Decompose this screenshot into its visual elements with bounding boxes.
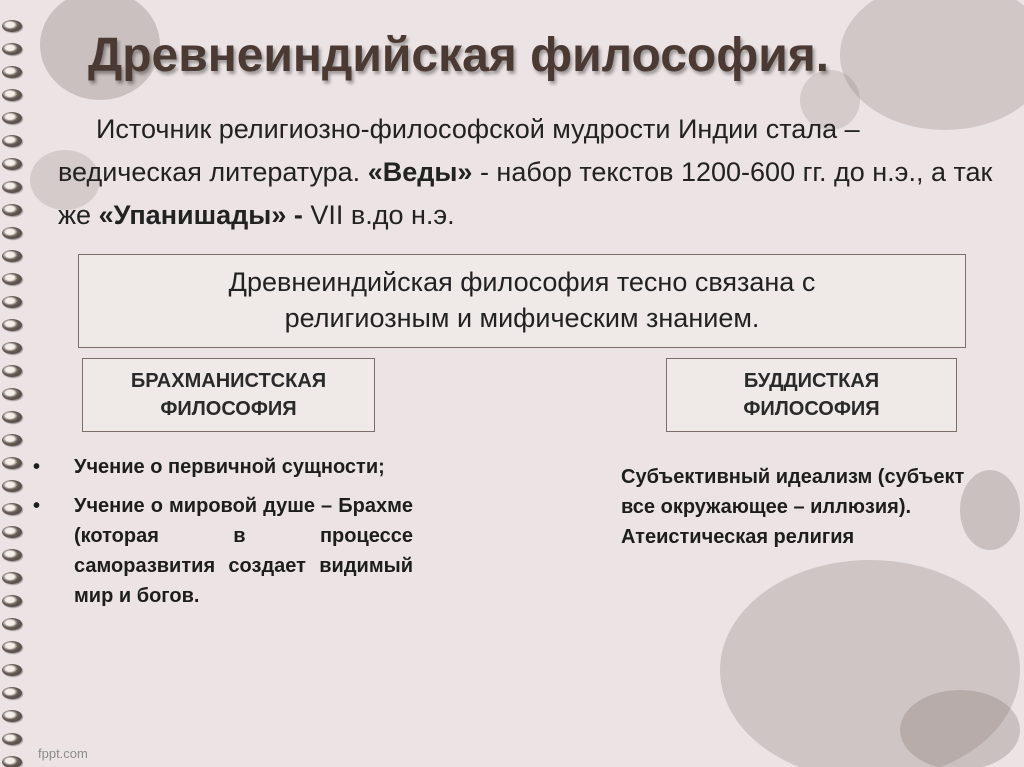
- spiral-ring: [2, 710, 22, 722]
- spiral-ring: [2, 319, 22, 331]
- spiral-ring: [2, 618, 22, 630]
- buddhist-label-line-1: БУДДИСТКАЯ: [743, 370, 880, 392]
- spiral-ring: [2, 365, 22, 377]
- ink-stain-bottom-right-small: [900, 690, 1020, 767]
- spiral-ring: [2, 273, 22, 285]
- intro-upanishady: «Упанишады» -: [98, 200, 303, 230]
- spiral-ring: [2, 503, 22, 515]
- spiral-ring: [2, 388, 22, 400]
- brahman-philosophy-box: [82, 358, 375, 432]
- watermark: fppt.com: [38, 746, 88, 761]
- main-statement-box: [78, 254, 966, 348]
- spiral-ring: [2, 250, 22, 262]
- notebook-spiral: [0, 0, 30, 767]
- spiral-ring: [2, 434, 22, 446]
- brahman-label-line-1: БРАХМАНИСТСКАЯ: [130, 370, 327, 392]
- slide-title: Древнеиндийская философия.: [88, 29, 830, 82]
- intro-text-1: Источник религиозно-философской мудрости Индии стала – ведическая литература.: [58, 114, 860, 187]
- spiral-ring: [2, 687, 22, 699]
- spiral-ring: [2, 43, 22, 55]
- brahman-teachings-list: [33, 452, 413, 620]
- spiral-ring: [2, 526, 22, 538]
- intro-text-2: - набор текстов 1200-600 гг. до н.э., а так же: [58, 157, 993, 230]
- spiral-ring: [2, 549, 22, 561]
- spiral-ring: [2, 112, 22, 124]
- buddhist-philosophy-box: [666, 358, 957, 432]
- spiral-ring: [2, 227, 22, 239]
- intro-text-3: VII в.до н.э.: [302, 200, 455, 230]
- spiral-ring: [2, 296, 22, 308]
- spiral-ring: [2, 733, 22, 745]
- spiral-ring: [2, 480, 22, 492]
- spiral-ring: [2, 641, 22, 653]
- spiral-ring: [2, 158, 22, 170]
- spiral-ring: [2, 89, 22, 101]
- brahman-label-line-2: ФИЛОСОФИЯ: [160, 398, 297, 420]
- buddhist-description: Субъективный идеализм (субъект все окружающее – иллюзия). Атеистическая религия: [621, 466, 965, 548]
- spiral-ring: [2, 756, 22, 767]
- main-statement-line-2: религиозным и мифическим знанием.: [284, 303, 760, 333]
- spiral-ring: [2, 411, 22, 423]
- spiral-ring: [2, 595, 22, 607]
- spiral-ring: [2, 342, 22, 354]
- list-item: • Учение о мировой душе – Брахме (которая в процессе саморазвития создает видимый мир и богов.: [33, 491, 413, 611]
- spiral-ring: [2, 181, 22, 193]
- intro-paragraph: [58, 108, 998, 237]
- spiral-ring: [2, 204, 22, 216]
- spiral-ring: [2, 20, 22, 32]
- spiral-ring: [2, 664, 22, 676]
- spiral-ring: [2, 135, 22, 147]
- main-statement-line-1: Древнеиндийская философия тесно связана с: [228, 267, 816, 297]
- intro-vedy: «Веды»: [367, 157, 473, 187]
- spiral-ring: [2, 66, 22, 78]
- buddhist-label-line-2: ФИЛОСОФИЯ: [743, 398, 880, 420]
- spiral-ring: [2, 572, 22, 584]
- list-item: • Учение о первичной сущности;: [33, 452, 413, 482]
- spiral-ring: [2, 457, 22, 469]
